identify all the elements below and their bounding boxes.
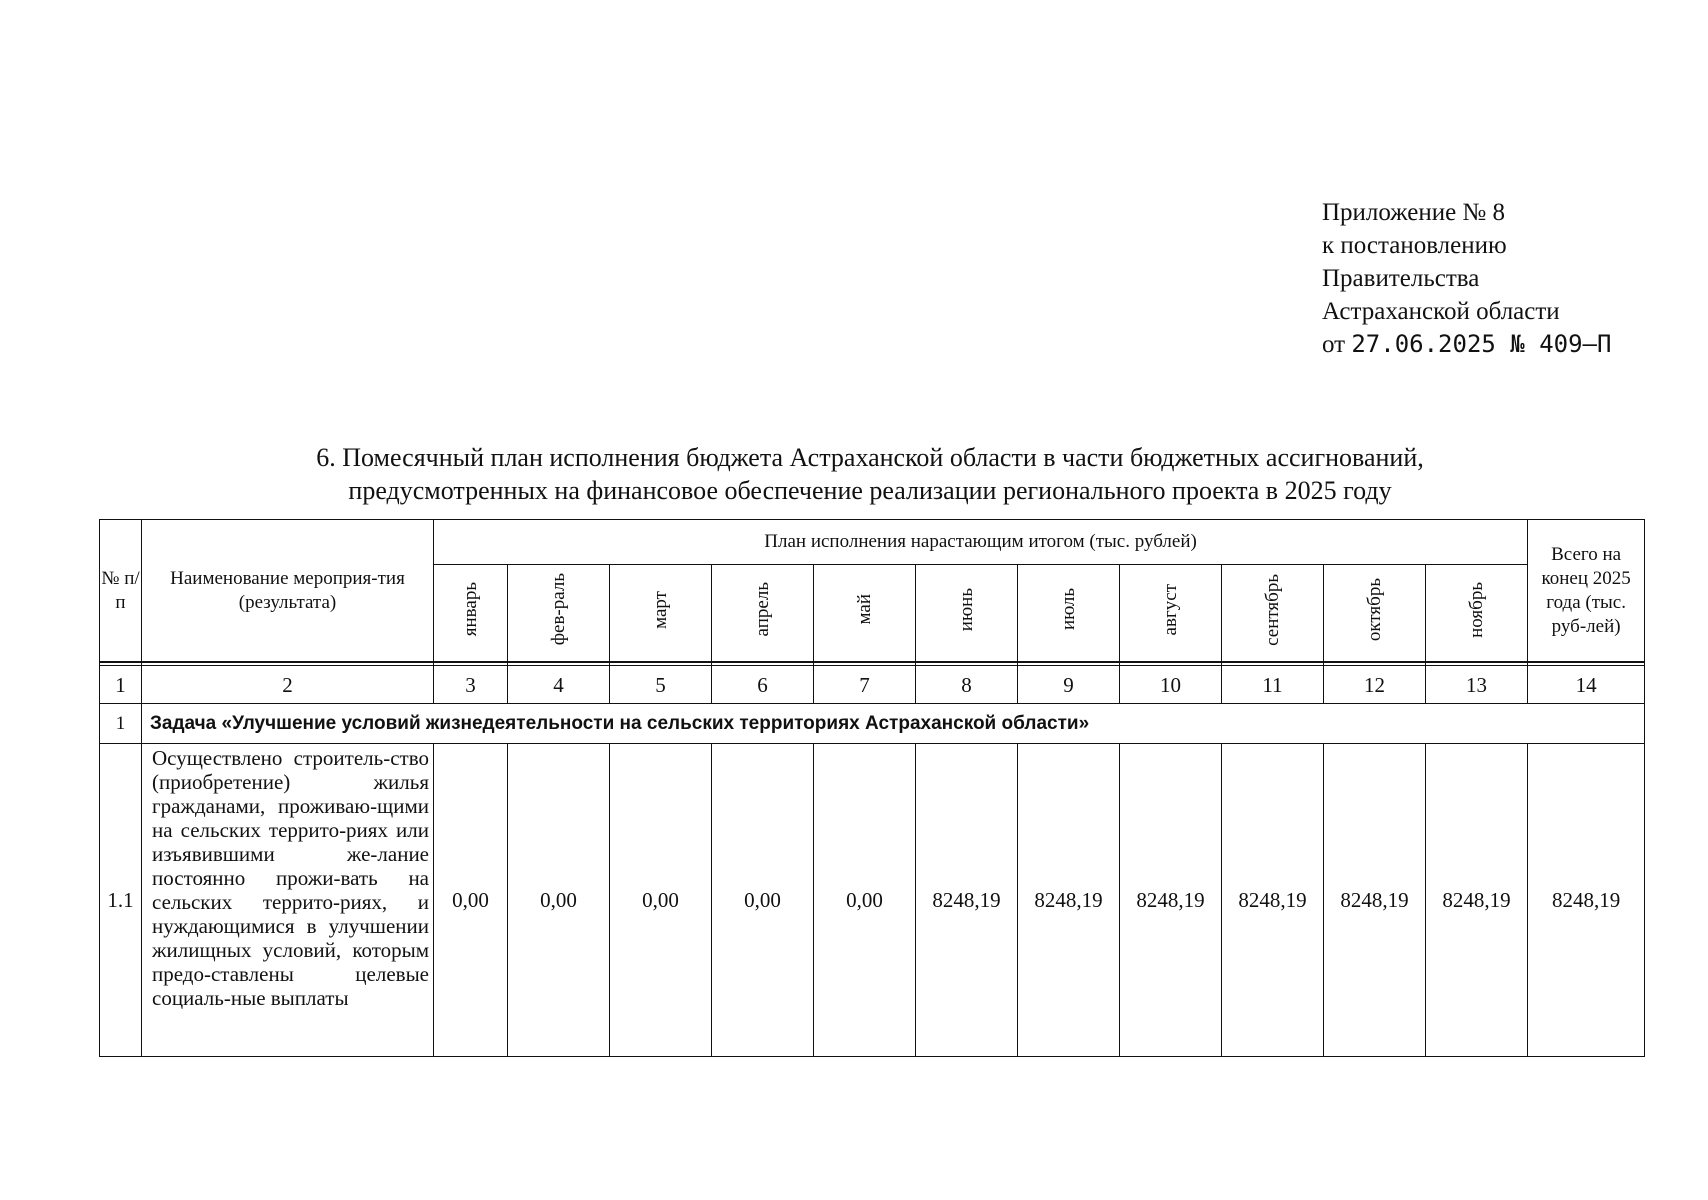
- task-title: Задача «Улучшение условий жизнедеятельности на сельских территориях Астраханской области»: [142, 704, 1645, 744]
- month-value: 0,00: [508, 744, 610, 1057]
- month-header: апрель: [712, 565, 814, 663]
- header-total: Всего на конец 2025 года (тыс. руб-лей): [1528, 520, 1645, 663]
- month-header: март: [610, 565, 712, 663]
- appendix-line: Правительства: [1322, 265, 1480, 292]
- month-value: 8248,19: [1120, 744, 1222, 1057]
- row-num: 1.1: [100, 744, 142, 1057]
- column-number: 5: [610, 666, 712, 704]
- month-value: 0,00: [712, 744, 814, 1057]
- month-value: 8248,19: [1222, 744, 1324, 1057]
- title-line: 6. Помесячный план исполнения бюджета Астраханской области в части бюджетных ассигнований,: [316, 443, 1424, 472]
- month-header: июль: [1018, 565, 1120, 663]
- column-number: 10: [1120, 666, 1222, 704]
- appendix-line: к постановлению: [1322, 232, 1507, 259]
- month-header: июнь: [916, 565, 1018, 663]
- column-number: 11: [1222, 666, 1324, 704]
- header-plan: План исполнения нарастающим итогом (тыс. рублей): [434, 520, 1528, 565]
- document-title: [100, 441, 1640, 507]
- month-value: 8248,19: [1324, 744, 1426, 1057]
- table-row: [100, 744, 1645, 1057]
- column-number: 3: [434, 666, 508, 704]
- appendix-date-line: [1322, 328, 1611, 361]
- month-header: август: [1120, 565, 1222, 663]
- from-label: от: [1322, 331, 1346, 358]
- month-value: 0,00: [434, 744, 508, 1057]
- title-line: предусмотренных на финансовое обеспечение реализации регионального проекта в 2025 году: [348, 476, 1392, 505]
- column-number: 2: [142, 666, 434, 704]
- month-header: сентябрь: [1222, 565, 1324, 663]
- month-value: 0,00: [814, 744, 916, 1057]
- month-header: май: [814, 565, 916, 663]
- budget-plan-table: [99, 519, 1645, 1057]
- month-header: ноябрь: [1426, 565, 1528, 663]
- column-number: 7: [814, 666, 916, 704]
- appendix-block: [1322, 196, 1611, 361]
- column-number: 8: [916, 666, 1018, 704]
- month-header: январь: [434, 565, 508, 663]
- document-date-number: 27.06.2025 № 409–П: [1351, 330, 1612, 358]
- column-number: 12: [1324, 666, 1426, 704]
- column-number: 1: [100, 666, 142, 704]
- appendix-line: Приложение № 8: [1322, 199, 1506, 226]
- column-number: 4: [508, 666, 610, 704]
- row-name: Осуществлено строитель-ство (приобретение) жилья гражданами, проживаю-щими на сельских террито-риях или изъявившими же-лание постоянно прожи-вать на сельских террито-риях, и нуждающимися в улучшении жилищных условий, которым предо-ставлены целевые социаль-ные выплаты: [142, 744, 434, 1057]
- column-number: 6: [712, 666, 814, 704]
- column-number: 13: [1426, 666, 1528, 704]
- month-value: 8248,19: [1018, 744, 1120, 1057]
- header-num: № п/п: [100, 520, 142, 663]
- task-num: 1: [100, 704, 142, 744]
- month-value: 8248,19: [1426, 744, 1528, 1057]
- column-number: 14: [1528, 666, 1645, 704]
- appendix-line: Астраханской области: [1322, 298, 1560, 325]
- month-value: 0,00: [610, 744, 712, 1057]
- month-header: фев-раль: [508, 565, 610, 663]
- row-total: 8248,19: [1528, 744, 1645, 1057]
- month-header: октябрь: [1324, 565, 1426, 663]
- column-number: 9: [1018, 666, 1120, 704]
- month-value: 8248,19: [916, 744, 1018, 1057]
- header-name: Наименование мероприя-тия (результата): [142, 520, 434, 663]
